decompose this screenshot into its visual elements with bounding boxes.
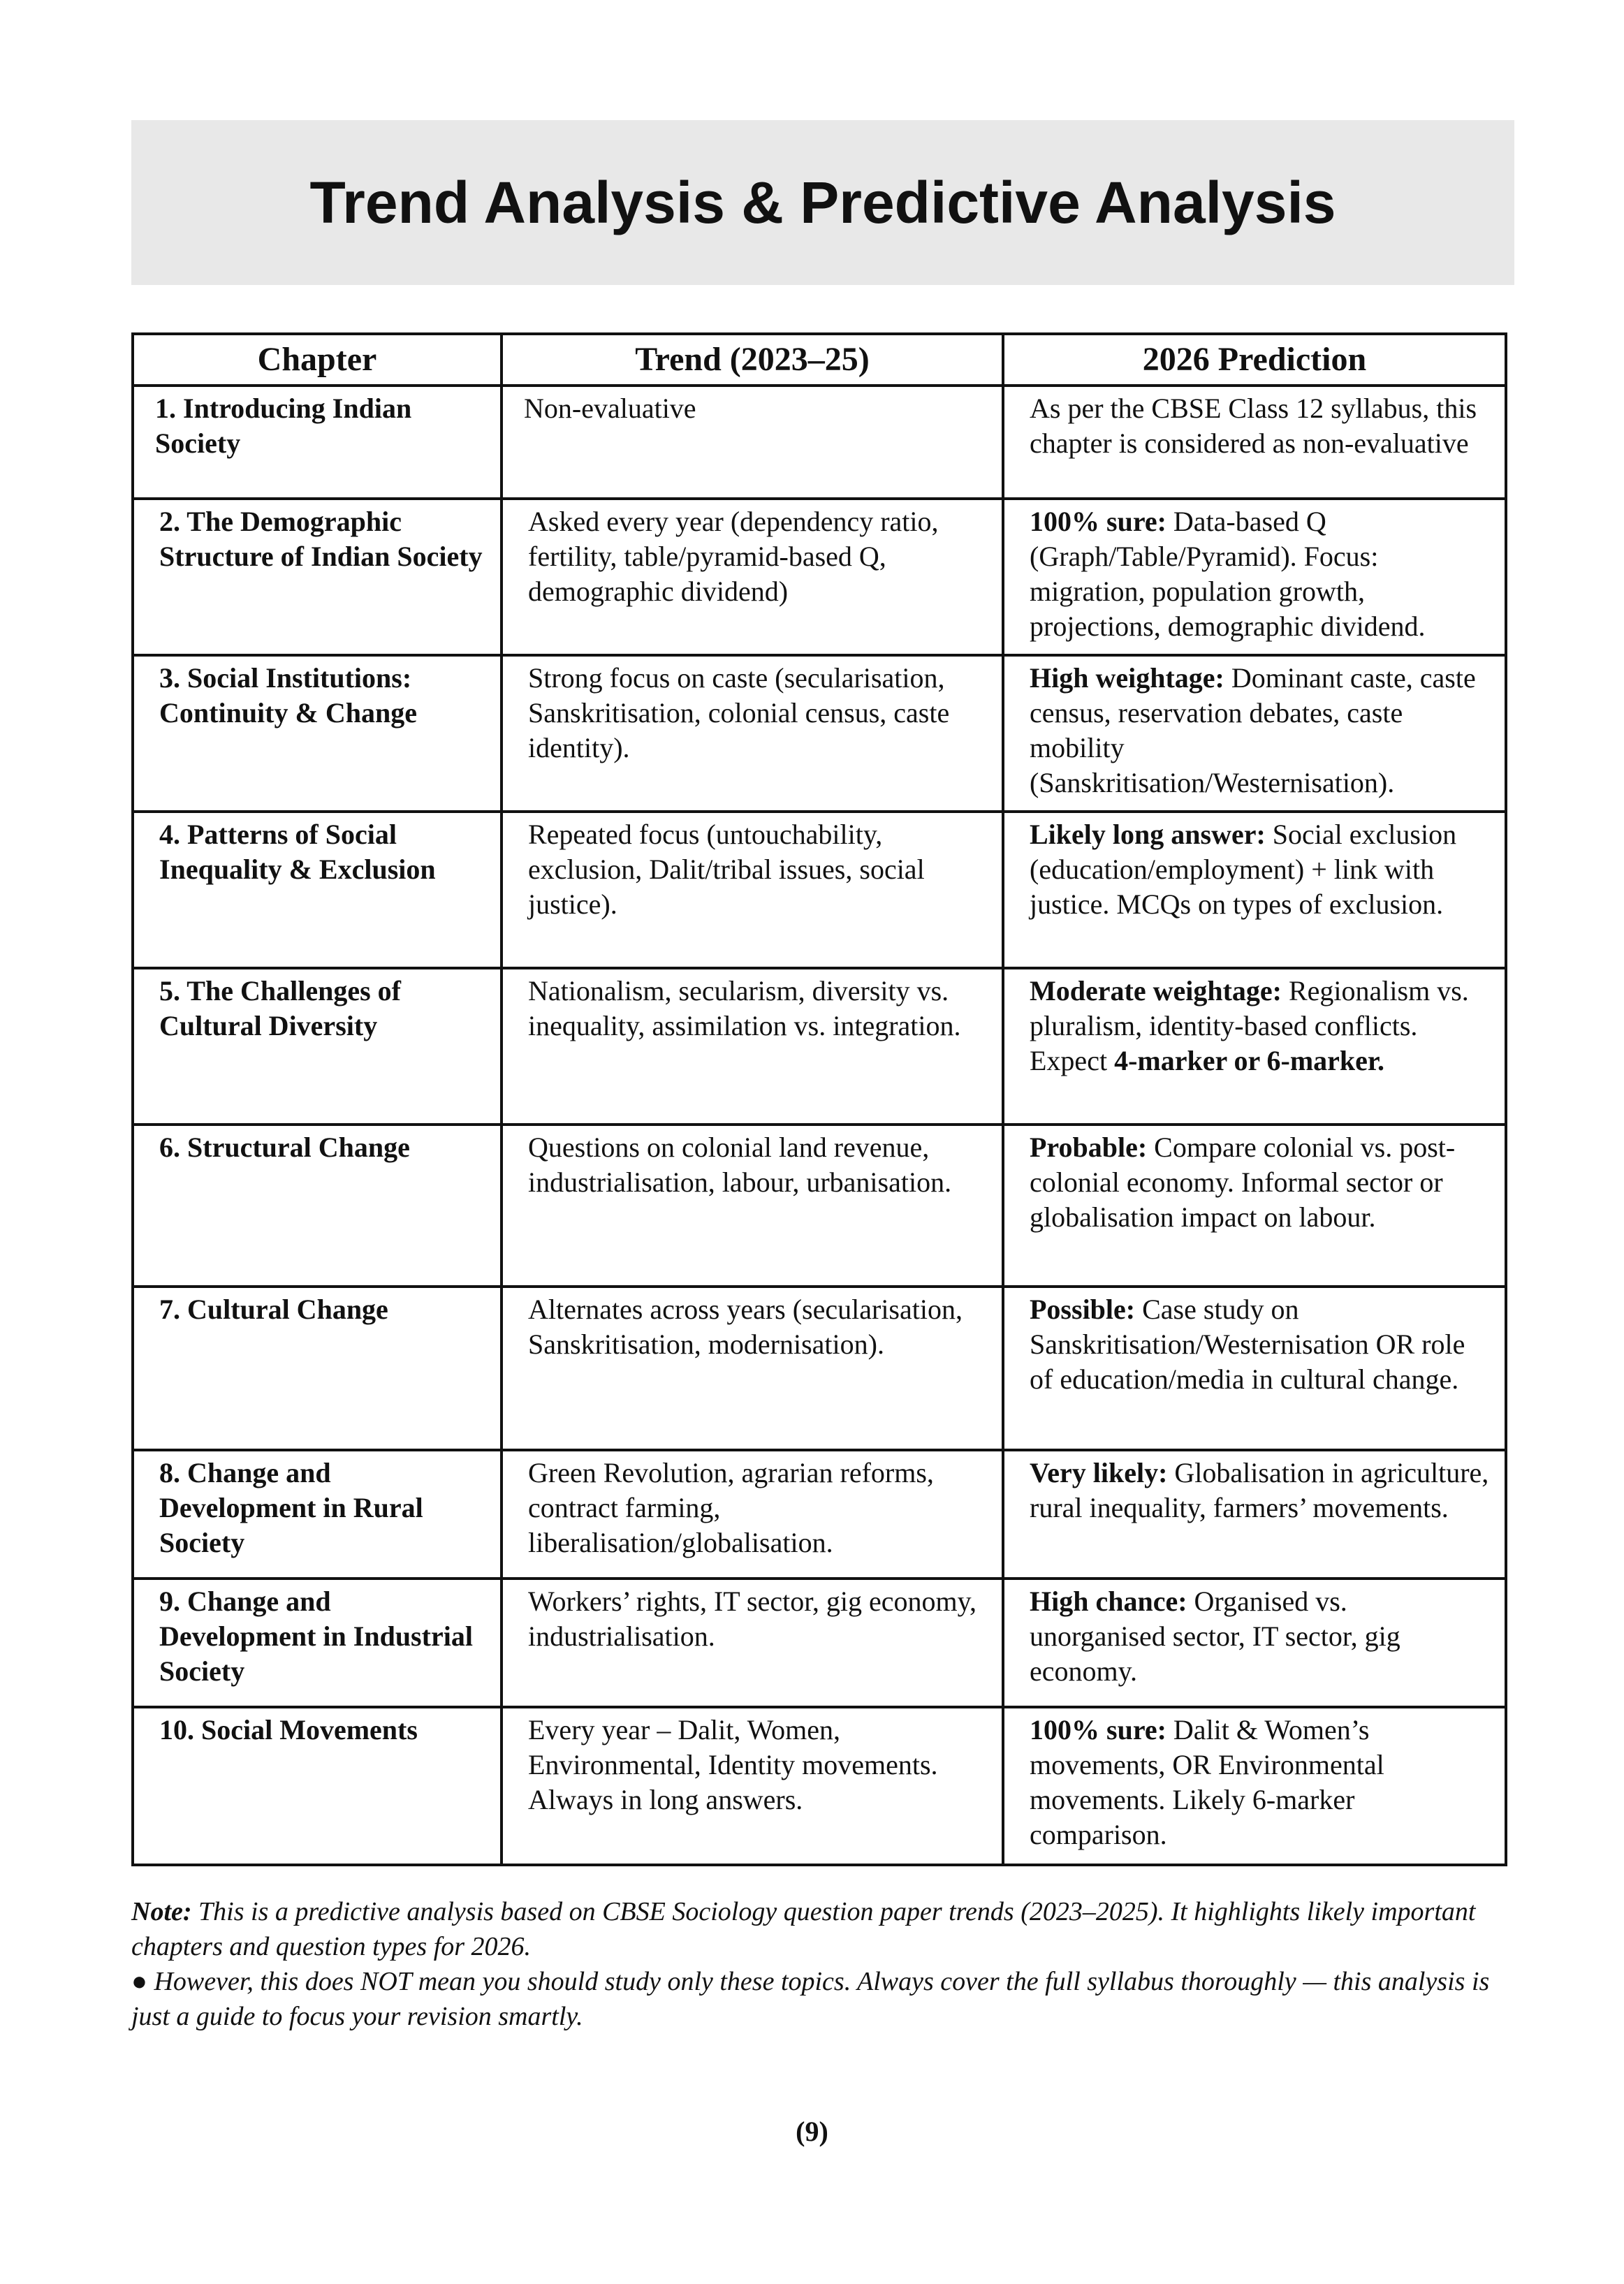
prediction-text: Dominant caste, caste census, reservation debates, caste mobility (Sanskritisation/Westernisation).	[1030, 662, 1476, 798]
table-header-row	[133, 334, 1506, 386]
chapter-cell: 9. Change and Development in Industrial Society	[133, 1579, 502, 1707]
note-text: This is a predictive analysis based on CBSE Sociology question paper trends (2023–2025). It highlights likely important chapters and question types for 2026.	[131, 1897, 1476, 1961]
prediction-label: Possible:	[1030, 1294, 1136, 1325]
trend-cell: Questions on colonial land revenue, industrialisation, labour, urbanisation.	[502, 1125, 1003, 1287]
prediction-text: Dalit & Women’s movements, OR Environmental movements. Likely 6-marker comparison.	[1030, 1714, 1384, 1850]
prediction-cell	[1003, 386, 1506, 499]
chapter-cell: 4. Patterns of Social Inequality & Exclusion	[133, 812, 502, 968]
title-banner	[131, 120, 1514, 285]
table-row	[133, 386, 1506, 499]
prediction-label: Very likely:	[1030, 1457, 1168, 1488]
table-row	[133, 1125, 1506, 1287]
note-section	[131, 1894, 1507, 2034]
chapter-cell: 8. Change and Development in Rural Society	[133, 1450, 502, 1579]
prediction-label: High weightage:	[1030, 662, 1224, 694]
note-bullet: ● However, this does NOT mean you should study only these topics. Always cover the full syllabus thoroughly — this analysis is just a guide to focus your revision smartly.	[131, 1967, 1490, 2031]
table-row	[133, 812, 1506, 968]
header-trend: Trend (2023–25)	[502, 334, 1003, 386]
prediction-cell	[1003, 1707, 1506, 1865]
trend-cell: Alternates across years (secularisation, Sanskritisation, modernisation).	[502, 1287, 1003, 1450]
prediction-cell	[1003, 1450, 1506, 1579]
page-number: (9)	[796, 2116, 828, 2147]
prediction-text: Regionalism vs. pluralism, identity-based conflicts. Expect	[1030, 975, 1469, 1076]
trend-cell: Green Revolution, agrarian reforms, contract farming, liberalisation/globalisation.	[502, 1450, 1003, 1579]
note-paragraph	[131, 1894, 1507, 1964]
chapter-cell: 3. Social Institutions: Continuity & Change	[133, 655, 502, 812]
table-row	[133, 968, 1506, 1125]
trend-cell: Strong focus on caste (secularisation, Sanskritisation, colonial census, caste identity).	[502, 655, 1003, 812]
table-row	[133, 1450, 1506, 1579]
prediction-text: Case study on Sanskritisation/Westernisation OR role of education/media in cultural change.	[1030, 1294, 1465, 1395]
chapter-cell: 6. Structural Change	[133, 1125, 502, 1287]
header-prediction: 2026 Prediction	[1003, 334, 1506, 386]
trend-cell: Nationalism, secularism, diversity vs. inequality, assimilation vs. integration.	[502, 968, 1003, 1125]
page-title: Trend Analysis & Predictive Analysis	[309, 169, 1336, 235]
chapter-cell: 1. Introducing Indian Society	[133, 386, 502, 499]
prediction-label: Probable:	[1030, 1132, 1148, 1163]
chapter-cell: 5. The Challenges of Cultural Diversity	[133, 968, 502, 1125]
prediction-text: Social exclusion (education/employment) + link with justice. MCQs on types of exclusion.	[1030, 819, 1457, 920]
prediction-text: Globalisation in agriculture, rural inequality, farmers’ movements.	[1030, 1457, 1489, 1523]
chapter-cell: 7. Cultural Change	[133, 1287, 502, 1450]
chapter-cell: 10. Social Movements	[133, 1707, 502, 1865]
prediction-cell	[1003, 968, 1506, 1125]
trend-cell: Non-evaluative	[502, 386, 1003, 499]
prediction-text: Organised vs. unorganised sector, IT sector, gig economy.	[1030, 1586, 1400, 1687]
table-row	[133, 1579, 1506, 1707]
header-chapter: Chapter	[133, 334, 502, 386]
trend-cell: Repeated focus (untouchability, exclusion, Dalit/tribal issues, social justice).	[502, 812, 1003, 968]
prediction-text: As per the CBSE Class 12 syllabus, this chapter is considered as non-evaluative	[1030, 393, 1477, 459]
note-label: Note:	[131, 1897, 192, 1926]
prediction-label: 100% sure:	[1030, 506, 1166, 537]
table-row	[133, 1287, 1506, 1450]
table-row	[133, 1707, 1506, 1865]
prediction-cell	[1003, 499, 1506, 655]
trend-prediction-table	[131, 332, 1507, 1866]
prediction-bold-tail: 4-marker or 6-marker.	[1114, 1045, 1384, 1076]
prediction-cell	[1003, 1125, 1506, 1287]
table-row	[133, 499, 1506, 655]
trend-cell: Every year – Dalit, Women, Environmental, Identity movements. Always in long answers.	[502, 1707, 1003, 1865]
prediction-label: Moderate weightage:	[1030, 975, 1282, 1006]
prediction-cell	[1003, 812, 1506, 968]
prediction-label: 100% sure:	[1030, 1714, 1166, 1745]
chapter-cell: 2. The Demographic Structure of Indian Society	[133, 499, 502, 655]
trend-cell: Workers’ rights, IT sector, gig economy, industrialisation.	[502, 1579, 1003, 1707]
trend-cell: Asked every year (dependency ratio, fertility, table/pyramid-based Q, demographic dividend)	[502, 499, 1003, 655]
prediction-cell	[1003, 655, 1506, 812]
prediction-text: Data-based Q (Graph/Table/Pyramid). Focus: migration, population growth, projections, demographic dividend.	[1030, 506, 1426, 642]
prediction-cell	[1003, 1579, 1506, 1707]
prediction-cell	[1003, 1287, 1506, 1450]
prediction-label: High chance:	[1030, 1586, 1187, 1617]
table-row	[133, 655, 1506, 812]
prediction-text: Compare colonial vs. post-colonial economy. Informal sector or globalisation impact on labour.	[1030, 1132, 1456, 1233]
prediction-label: Likely long answer:	[1030, 819, 1266, 850]
